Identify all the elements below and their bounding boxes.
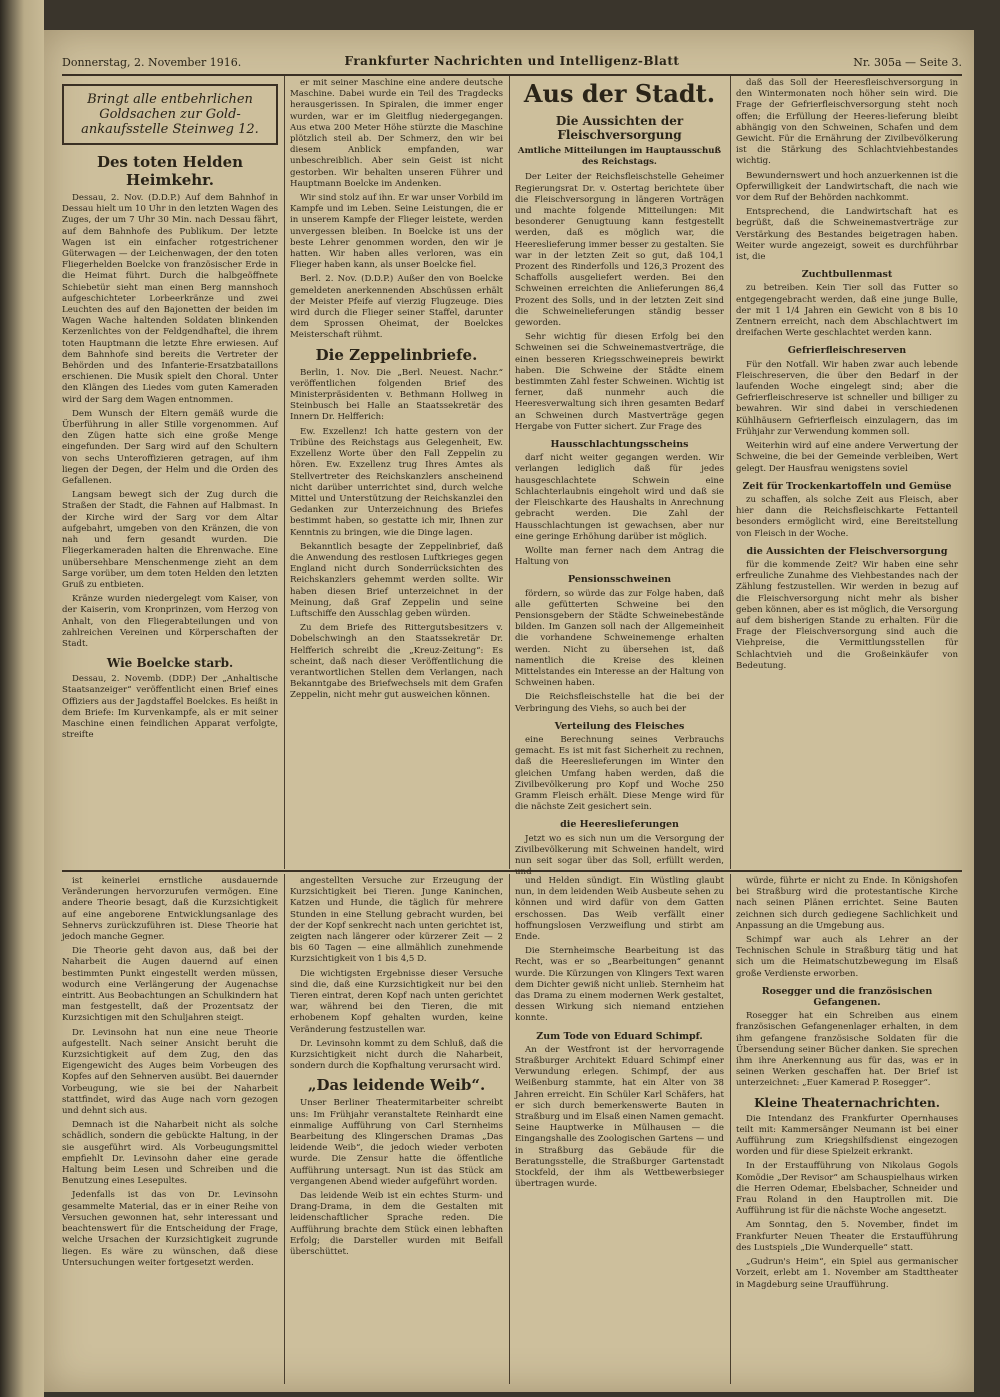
column-rule <box>730 874 731 1384</box>
paragraph: darf nicht weiter gegangen werden. Wir verlangen lediglich daß für jedes hausgeschlachtete Schwein eine Schlachterlaubnis eingeholt wird und daß sie der Fleischkarte des Haushalts in Anrechnung gebracht werden. Die Zahl der Hausschlachtungen ist gewachsen, aber nur eine geringe Erhöhung darüber ist möglich. <box>515 453 724 542</box>
paragraph: Berlin, 1. Nov. Die „Berl. Neuest. Nachr.“ veröffentlichen folgenden Brief des Ministerpräsidenten v. Bethmann Hollweg in Steinbusch bei Halle an Staatssekretär des Innern Dr. Helfferich: <box>290 367 503 423</box>
paragraph: Bekanntlich besagte der Zeppelinbrief, daß die Anwendung des restlosen Luftkrieges gegen England nicht durch Sonderrücksichten des Reichskanzlers gehemmt werden sollte. Wir haben diesen Brief unterzeichnet in der Meinung, daß Graf Zeppelin und seine Luftschiffe den Ausschlag geben würden. <box>290 541 503 619</box>
paragraph: Unser Berliner Theatermitarbeiter schreibt uns: Im Frühjahr veranstaltete Reinhardt eine einmalige Aufführung von Carl Sternheims Bearbeitung des Klingerschen Dramas „Das leidende Weib“, die jedoch wieder verboten wurde. Die Zensur hatte die öffentliche Aufführung untersagt. Nun ist das Stück am vergangenen Abend wieder aufgeführt worden. <box>290 1098 503 1187</box>
page-left-edge <box>0 0 44 1397</box>
subheading: Gefrierfleischreserven <box>787 345 907 357</box>
newspaper-page <box>44 30 974 1392</box>
paragraph: für die kommende Zeit? Wir haben eine sehr erfreuliche Zunahme des Viehbestandes nach der Zählung festzustellen. Wir werden in bezug auf die Fleischversorgung nicht mehr als bisher geben können, aber es ist möglich, die Versorgung auf dem bisherigen Stande zu erhalten. Für die Frage der Fleischversorgung sind auch die Viehpreise, die Vermittlungsstellen für Schlachtvieh und die Großeinkäufer von Bedeutung. <box>736 559 958 671</box>
paragraph: angestellten Versuche zur Erzeugung der Kurzsichtigkeit bei Tieren. Junge Kaninchen, Katzen und Hunde, die täglich für mehrere Stunden in eine Stellung gebracht wurden, bei der der Kopf senkrecht nach unten gerichtet ist, zeigten nach längerer oder kürzerer Zeit — 2 bis 60 Tagen — eine allmählich zunehmende Kurzsichtigkeit von 1 bis 4,5 D. <box>290 876 503 965</box>
paragraph: Die Reichsfleischstelle hat die bei der Verbringung des Viehs, so auch bei der <box>515 692 724 714</box>
paragraph: Für den Notfall. Wir haben zwar auch lebende Fleischreserven, die über den Bedarf in der laufenden Woche eingelegt sind; aber die Gefrierfleischreserve ist schneller und billiger zu bewahren. Wir sind dabei in verschiedenen Kühlhäusern Gefrierfleisch einzulagern, das im Frühjahr zur Verwendung kommen soll. <box>736 359 958 437</box>
gold-ankauf-advertisement: Bringt alle entbehrlichen Goldsachen zur Gold-ankaufsstelle Steinweg 12. <box>62 84 278 145</box>
paragraph: Entsprechend, die Landwirtschaft hat es begrüßt, daß die Schweinemastverträge zur Verstärkung des Bestandes beigetragen haben. Weiter wurde angezeigt, soweit es durchführbar ist, die <box>736 207 958 263</box>
paragraph: Dessau, 2. Nov. (D.D.P.) Auf dem Bahnhof in Dessau hielt um 10 Uhr in den letzten Wagen des Zuges, der um 7 Uhr 30 Min. nach Dessau fährt, auf dem Bahnhofe des Publikum. Der letzte Wagen ist ein einfacher rotgestrichener Güterwagen — der Leichenwagen, der den toten Fliegerhelden Boelcke von französischer Erde in die Heimat führt. Durch die halbgeöffnete Schiebetür sieht man einen Berg mannshoch aufgeschichteter Lorbeerkränze und zwei Leuchten des auf den Bajonetten der beiden im Wagen Wache haltenden Soldaten blinkenden Kerzenlichtes von der Feldgendhaftel, die ihrem toten Hauptmann die letzte Ehre erwiesen. Auf dem Bahnhofe sind bereits die Vertreter der Behörden und des Infanterie-Ersatzbataillons erschienen. Die Musik spielt den Choral. Unter den Klängen des Liedes vom guten Kameraden wird der Sarg dem Wagen entnommen. <box>62 193 278 405</box>
paragraph: „Gudrun's Heim“, ein Spiel aus germanischer Vorzeit, erlebt am 1. November am Stadttheater in Magdeburg seine Uraufführung. <box>736 1257 958 1290</box>
subheading: die Heereslieferungen <box>560 819 679 831</box>
paragraph: Jetzt wo es sich nun um die Versorgung der Zivilbevölkerung mit Schweinen handelt, wird nun seit sogar über das Soll, erfüllt werden, und <box>515 833 724 878</box>
paragraph: Dessau, 2. Novemb. (DDP.) Der „Anhaltische Staatsanzeiger“ veröffentlicht einen Brief eines Offiziers aus der Jagdstaffel Boelckes. Es heißt in dem Briefe: Im Kurvenkampfe, als er mit seiner Maschine einen feindlichen Apparat verfolgte, streifte <box>62 674 278 741</box>
header-paper-title: Frankfurter Nachrichten und Intelligenz-Blatt <box>344 54 680 68</box>
paragraph: Die Theorie geht davon aus, daß bei der Naharbeit die Augen dauernd auf einen bestimmten Punkt eingestellt werden müssen, wodurch eine Verlängerung der Augenachse eintritt. Aus Beobachtungen an Schulkindern hat man festgestellt, daß der Prozentsatz der Kurzsichtigen mit den Schuljahren steigt. <box>62 946 278 1024</box>
header-issue: Nr. 305a — Seite 3. <box>853 56 962 69</box>
column-4 <box>736 78 958 868</box>
paragraph: Die wichtigsten Ergebnisse dieser Versuche sind die, daß eine Kurzsichtigkeit nur bei den Tieren eintrat, deren Kopf nach unten gerichtet war, während bei den Tieren, die mit erhobenem Kopf gehalten wurden, keine Veränderung festzustellen war. <box>290 968 503 1035</box>
paragraph: Dem Wunsch der Eltern gemäß wurde die Überführung in aller Stille vorgenommen. Auf den Zügen hatte sich eine große Menge eingefunden. Der Sarg wird auf den Schultern von sechs Unteroffizieren getragen, auf ihm liegen der Degen, der Helm und die Orden des Gefallenen. <box>62 408 278 487</box>
article-heading: Die Aussichten der Fleischversorgung <box>555 114 684 142</box>
article-heading: Des toten Helden Heimkehr. <box>96 153 244 189</box>
column-rule <box>730 76 731 869</box>
column-rule <box>284 874 285 1384</box>
column-rule <box>509 874 510 1384</box>
paragraph: Rosegger hat ein Schreiben aus einem französischen Gefangenenlager erhalten, in dem ihm gefangene französische Soldaten für die Übersendung seiner Bücher danken. Sie sprechen ihm ihre Anerkennung aus für das, was er in seinen Werken geschaffen hat. Der Brief ist unterzeichnet: „Euer Kamerad P. Rosegger“. <box>736 1011 958 1089</box>
paragraph: Jedenfalls ist das von Dr. Levinsohn gesammelte Material, das er in einer Reihe von Versuchen gewonnen hat, sehr interessant und beachtenswert für die Entscheidung der Frage, welche Ursachen der Kurzsichtigkeit zugrunde liegen. Es wäre zu wünschen, daß diese Untersuchungen weiter fortgesetzt werden. <box>62 1190 278 1268</box>
subheading: Pensionsschweinen <box>567 574 672 586</box>
paragraph: und Helden sündigt. Ein Wüstling glaubt nun, in dem leidenden Weib Ausbeute sehen zu können und wird dafür von dem Gatten erschossen. Das Weib verfällt einer hoffnungslosen Verzweiflung und stirbt am Ende. <box>515 876 724 943</box>
paragraph: Ew. Exzellenz! Ich hatte gestern von der Tribüne des Reichstags aus Gelegenheit, Ew. Exzellenz Worte über den Fall Zeppelin zu hören. Ew. Exzellenz trug Ihres Amtes als Stellvertreter des Reichskanzlers anscheinend nicht darüber unterrichtet sind, durch welche Mittel und Unterstützung der Reichskanzlei den Gedanken zur Unterzeichnung des Briefes bestimmt haben, so gestatte ich mir, Ihnen zur Kenntnis zu bringen, wie die Dinge lagen. <box>290 426 503 538</box>
paragraph: Wollte man ferner nach dem Antrag die Haltung von <box>515 545 724 568</box>
paragraph: eine Berechnung seines Verbrauchs gemacht. Es ist mit fast Sicherheit zu rechnen, daß die Heereslieferungen im Winter den gleichen Umfang haben werden, daß die Zivilbevölkerung pro Kopf und Woche 250 Gramm Fleisch erhält. Diese Menge wird für die nächste Zeit gesichert sein. <box>515 734 724 813</box>
column-3 <box>515 78 724 878</box>
section-rule <box>62 870 962 872</box>
paragraph: Dr. Levinsohn hat nun eine neue Theorie aufgestellt. Nach seiner Ansicht beruht die Kurzsichtigkeit auf dem Zug, den das Eigengewicht des Auges beim Vorbeugen des Kopfes auf den Sehnerven ausübt. Bei dauernder Vorbeugung, wie sie bei der Naharbeit stattfindet, wird das Auge nach vorn gezogen und dehnt sich aus. <box>62 1027 278 1117</box>
header-date: Donnerstag, 2. November 1916. <box>62 56 242 69</box>
subheading: Zum Tode von Eduard Schimpf. <box>536 1030 703 1042</box>
paragraph: Zu dem Briefe des Rittergutsbesitzers v. Dobelschwingh an den Staatssekretär Dr. Helfferich schreibt die „Kreuz-Zeitung“: Es scheint, daß nach dieser Veröffentlichung die verantwortlichen Stellen dem Verlangen, nach Bekanntgabe des Briefwechsels mit dem Grafen Zeppelin, nicht mehr gut ausweichen können. <box>290 623 503 701</box>
article-heading: Wie Boelcke starb. <box>106 656 234 671</box>
paragraph: Dr. Levinsohn kommt zu dem Schluß, daß die Kurzsichtigkeit nicht durch die Naharbeit, sondern durch die Kopfhaltung verursacht wird. <box>290 1038 503 1072</box>
article-subtitle: Amtliche Mitteilungen im Hauptausschuß des Reichstags. <box>517 146 722 168</box>
paragraph: er mit seiner Maschine eine andere deutsche Maschine. Dabei wurde ein Teil des Tragdecks herausgerissen. In Spiralen, die immer enger wurden, war er im Gleitflug niedergegangen. Aus etwa 200 Meter Höhe stürzte die Maschine plötzlich steil ab. Der Schmerz, den wir bei diesem Anblick empfanden, war unbeschreiblich. Aber sein Geist ist nicht gestorben. Wir behalten unseren Führer und Hauptmann Boelcke im Andenken. <box>290 78 503 189</box>
column-2 <box>290 78 503 868</box>
column-rule <box>284 76 285 869</box>
subheading: Verteilung des Fleisches <box>554 720 685 732</box>
paragraph: daß das Soll der Heeresfleischversorgung in den Wintermonaten noch höher sein wird. Die Frage der Gefrierfleischversorgung steht noch offen; die Erfüllung der Heeres-lieferung bleibt abhängig von den Schweinen, Schafen und dem Gewicht. Für die Ernährung der Zivilbevölkerung ist die Stärkung des Schlachtviehbestandes wichtig. <box>736 78 958 167</box>
paragraph: ist keinerlei ernstliche ausdauernde Veränderungen hervorzurufen vermögen. Eine andere Theorie besagt, daß die Kurzsichtigkeit auf eine angeborene Entwicklungsanlage des Sehnervs zurückzuführen ist. Diese Theorie hat jedoch manche Gegner. <box>62 876 278 943</box>
subheading: Rosegger und die französischen Gefangenen. <box>761 985 933 1009</box>
paragraph: Wir sind stolz auf ihn. Er war unser Vorbild im Kampfe und im Leben. Seine Leistungen, die er in unserem Kampfe der Flieger leistete, werden unvergessen bleiben. In Boelcke ist uns der beste Lehrer genommen worden, den wir je hatten. Wir haben alles verloren, was ein Flieger haben kann, als unser Boelcke fiel. <box>290 193 503 271</box>
paragraph: fördern, so würde das zur Folge haben, daß alle gefütterten Schweine bei den Pensionsgebern der Städte Schweinebestände bilden. Im Ganzen soll nach der Allgemeinheit die vorhandene Schweinemenge erhalten werden. Nicht zu übersehen ist, daß namentlich die Kreise des kleinen Mittelstandes ein Interesse an der Haltung von Schweinen haben. <box>515 588 724 689</box>
paragraph: Die Intendanz des Frankfurter Opernhauses teilt mit: Kammersänger Neumann ist bei einer Aufführung zum Kriegshilfsdienst eingezogen worden und für diese Spielzeit erkrankt. <box>736 1113 958 1158</box>
paragraph: zu schaffen, als solche Zeit aus Fleisch, aber hier dann die Reichsfleischkarte Fettanteil besonders ermöglicht wird, eine Bereitstellung von Fleisch in der Woche. <box>736 494 958 539</box>
column-rule <box>509 76 510 869</box>
article-heading: Die Zeppelinbriefe. <box>315 345 478 364</box>
paragraph: In der Erstaufführung von Nikolaus Gogols Komödie „Der Revisor“ am Schauspielhaus wirken die Herren Odemar, Ebelsbacher, Schneider und Frau Roland in den Hauptrollen mit. Die Aufführung ist für die nächste Woche angesetzt. <box>736 1161 958 1217</box>
paragraph: Demnach ist die Naharbeit nicht als solche schädlich, sondern die gebückte Haltung, in der sie ausgeführt wird. Als Vorbeugungsmittel empfiehlt Dr. Levinsohn daher eine gerade Haltung beim Lesen und Schreiben und die Benutzung eines Lesepultes. <box>62 1120 278 1187</box>
subheading: Hausschlachtungsscheins <box>550 439 689 451</box>
paragraph: Der Leiter der Reichsfleischstelle Geheimer Regierungsrat Dr. v. Ostertag berichtete über die Fleischversorgung in längeren Vorträgen und machte folgende Mitteilungen: Mit besonderer Genugtuung kann festgestellt werden, daß es möglich war, die Heereslieferung immer besser zu gestalten. Sie war in der letzten Zeit so gut, daß 104,1 Prozent des Rinderfolls und 126,3 Prozent des Schaffolls ausgeliefert werden. Bei den Schweinen erreichten die Anlieferungen 86,4 Prozent des Solls, und in der letzten Zeit sind die Schweinelieferungen ständig besser geworden. <box>515 172 724 329</box>
paragraph: Langsam bewegt sich der Zug durch die Straßen der Stadt, die Fahnen auf Halbmast. In der Kirche wird der Sarg vor dem Altar aufgebahrt, umgeben von den Kränzen, die von nah und fern gesandt wurden. Die Fliegerkameraden halten die Ehrenwache. Eine unübersehbare Menschenmenge zieht an dem Sarge vorüber, um dem toten Helden den letzten Gruß zu entbieten. <box>62 490 278 590</box>
paragraph: Sehr wichtig für diesen Erfolg bei den Schweinen sei die Schweinemastverträge, die einen besseren Kriegsschweinepreis bewirkt haben. Die Schweine der Städte einem bestimmten Zahl fester Schweinen. Wichtig ist ferner, daß nunmehr auch die Heeresverwaltung sich ihren gesamten Bedarf an Schweinen durch Mastverträge gegen Hergabe von Futter sichert. Zur Frage des <box>515 332 724 432</box>
paragraph: Berl. 2. Nov. (D.D.P.) Außer den von Boelcke gemeldeten anerkennenden Abschüssen erhält der Meister Pfeife auf vierzig Flugzeuge. Dies wird durch die Flieger seiner Staffel, darunter dem Sprossen Oheimat, der Boelckes Meisterschaft rühmt. <box>290 274 503 341</box>
column-1 <box>62 78 278 868</box>
subheading: Zeit für Trockenkartoffeln und Gemüse <box>742 480 952 492</box>
article-heading: „Das leidende Weib“. <box>307 1076 486 1095</box>
paragraph: Das leidende Weib ist ein echtes Sturm- und Drang-Drama, in dem die Gestalten mit leidenschaftlicher Sprache reden. Die Aufführung brachte dem Stück einen lebhaften Erfolg; die Darsteller wurden mit Beifall überschüttet. <box>290 1191 503 1258</box>
subheading: die Aussichten der Fleischversorgung <box>746 545 948 557</box>
paragraph: Bewundernswert und hoch anzuerkennen ist die Opferwilligkeit der Landwirtschaft, die nach wie vor dem Ruf der Behörden nachkommt. <box>736 170 958 204</box>
paragraph: würde, führte er nicht zu Ende. In Königshofen bei Straßburg wird die protestantische Kirche nach seinen Plänen errichtet. Seine Bauten zeichnen sich durch gediegene Sachlichkeit und Anpassung an die Umgebung aus. <box>736 876 958 931</box>
paragraph: Kränze wurden niedergelegt vom Kaiser, von der Kaiserin, vom Kronprinzen, vom Herzog von Anhalt, von den Fliegerabteilungen und von zahlreichen Vereinen und Körperschaften der Stadt. <box>62 594 278 649</box>
page-header <box>62 52 962 76</box>
bottom-column-1 <box>62 876 278 1382</box>
paragraph: Die Sternheimsche Bearbeitung ist das Recht, was er so „Bearbeitungen“ genannt wurde. Die Kürzungen von Klingers Text waren dem Dichter gewiß nicht unlieb. Sternheim hat das Drama zu einem modernen Werk gestaltet, dessen Wirkung sich niemand entziehen konnte. <box>515 946 724 1024</box>
bottom-column-2 <box>290 876 503 1382</box>
paragraph: zu betreiben. Kein Tier soll das Futter so entgegengebracht werden, daß eine junge Bulle, der mit 1 1/4 Jahren ein Gewicht von 8 bis 10 Zentnern erreicht, nach dem Abschlachtwert im dreifachen Werte geschlachtet werden kann. <box>736 283 958 339</box>
subheading: Zuchtbullenmast <box>801 269 893 281</box>
section-title: Aus der Stadt. <box>523 79 716 108</box>
paragraph: Weiterhin wird auf eine andere Verwertung der Schweine, die bei der Gemeinde verbleiben, Wert gelegt. Der Hausfrau wenigstens soviel <box>736 441 958 474</box>
article-heading: Kleine Theaternachrichten. <box>754 1095 940 1110</box>
paragraph: Schimpf war auch als Lehrer an der Technischen Schule in Straßburg tätig und hat sich um die Heimatschutzbewegung im Elsaß große Verdienste erworben. <box>736 935 958 979</box>
bottom-column-4 <box>736 876 958 1382</box>
paragraph: An der Westfront ist der hervorragende Straßburger Architekt Eduard Schimpf einer Verwundung erlegen. Schimpf, der aus Weißenburg stammte, hat ein Alter von 38 Jahren erreicht. Ein Schüler Karl Schäfers, hat er sich durch bemerkenswerte Bauten in Straßburg und im Elsaß einen Namen gemacht. Seine Hauptwerke in Mülhausen — die Eingangshalle des Zoologischen Gartens — und in Straßburg das Gebäude für die Beratungsstelle, die Straßburger Gartenstadt Stockfeld, der ihm als Wettbewerbsieger übertragen wurde. <box>515 1044 724 1190</box>
bottom-column-3 <box>515 876 724 1382</box>
paragraph: Am Sonntag, den 5. November, findet im Frankfurter Neuen Theater die Erstaufführung des Lustspiels „Die Wunderquelle“ statt. <box>736 1220 958 1253</box>
